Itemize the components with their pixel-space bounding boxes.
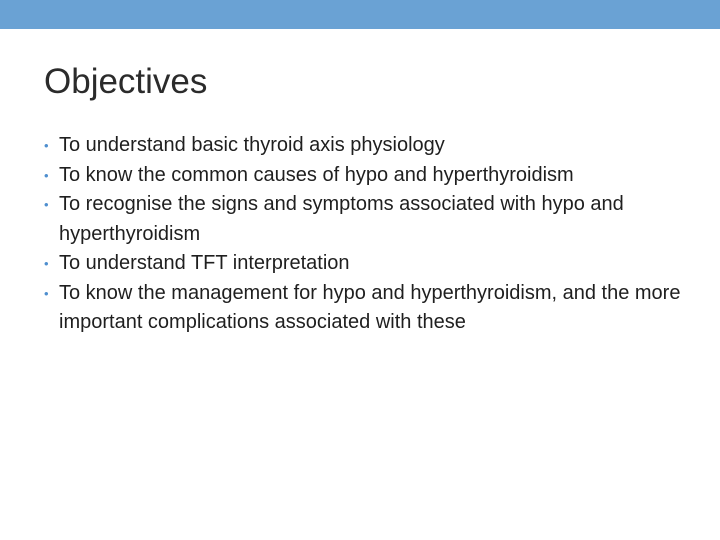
header-band xyxy=(0,0,720,29)
bullet-icon: • xyxy=(44,138,49,153)
bullet-icon: • xyxy=(44,285,49,301)
bullet-icon: • xyxy=(44,256,49,271)
list-item xyxy=(44,131,694,161)
list-item-text: To understand TFT interpretation xyxy=(59,252,350,274)
list-item xyxy=(44,249,694,279)
list-item xyxy=(44,279,694,338)
list-item-text: To recognise the signs and symptoms associated with hypo and hyperthyroidism xyxy=(59,193,624,245)
list-item xyxy=(44,161,694,191)
list-item-text: To understand basic thyroid axis physiology xyxy=(59,134,445,156)
list-item-text: To know the common causes of hypo and hyperthyroidism xyxy=(59,163,574,186)
objectives-list xyxy=(44,131,694,338)
bullet-icon: • xyxy=(44,167,49,183)
list-item-text: To know the management for hypo and hyperthyroidism, and the more important complications associated with these xyxy=(59,281,681,333)
list-item xyxy=(44,190,694,249)
slide-title: Objectives xyxy=(44,62,208,101)
bullet-icon: • xyxy=(44,197,49,212)
